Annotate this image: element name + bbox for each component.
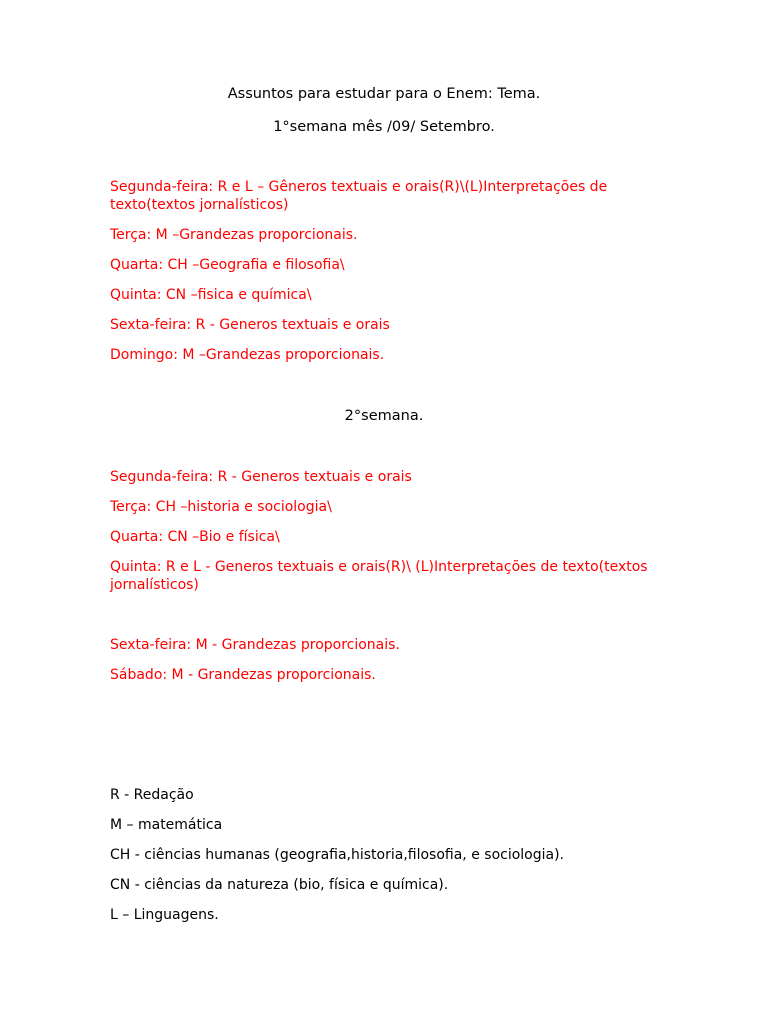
week1-item-tuesday: Terça: M –Grandezas proporcionais. xyxy=(110,227,358,243)
week1-item-thursday: Quinta: CN –fisica e química\ xyxy=(110,287,312,303)
legend-item-cn: CN - ciências da natureza (bio, física e química). xyxy=(110,877,449,893)
legend-item-ch: CH - ciências humanas (geografia,historia,filosofia, e sociologia). xyxy=(110,847,565,863)
week1-item-sunday: Domingo: M –Grandezas proporcionais. xyxy=(110,347,385,363)
week2-heading: 2°semana. xyxy=(344,408,424,424)
week1-item-wednesday: Quarta: CH –Geografia e filosofia\ xyxy=(110,257,345,273)
week2-item-saturday: Sábado: M - Grandezas proporcionais. xyxy=(110,667,376,683)
legend-item-r: R - Redação xyxy=(110,787,194,803)
week1-item-monday: Segunda-feira: R e L – Gêneros textuais e orais(R)\(L)Interpretações de texto(textos jornalísticos) xyxy=(110,179,608,213)
week2-item-thursday: Quinta: R e L - Generos textuais e orais(R)\ (L)Interpretações de texto(textos jornalísticos) xyxy=(110,559,648,593)
week2-item-tuesday: Terça: CH –historia e sociologia\ xyxy=(110,499,332,515)
week1-heading: 1°semana mês /09/ Setembro. xyxy=(273,119,495,135)
legend-item-m: M – matemática xyxy=(110,817,223,833)
document-title: Assuntos para estudar para o Enem: Tema. xyxy=(227,86,541,102)
legend-item-l: L – Linguagens. xyxy=(110,907,219,923)
week2-item-friday: Sexta-feira: M - Grandezas proporcionais. xyxy=(110,637,400,653)
week1-item-friday: Sexta-feira: R - Generos textuais e orais xyxy=(110,317,390,333)
week2-item-monday: Segunda-feira: R - Generos textuais e orais xyxy=(110,469,412,485)
week2-item-wednesday: Quarta: CN –Bio e física\ xyxy=(110,529,280,545)
